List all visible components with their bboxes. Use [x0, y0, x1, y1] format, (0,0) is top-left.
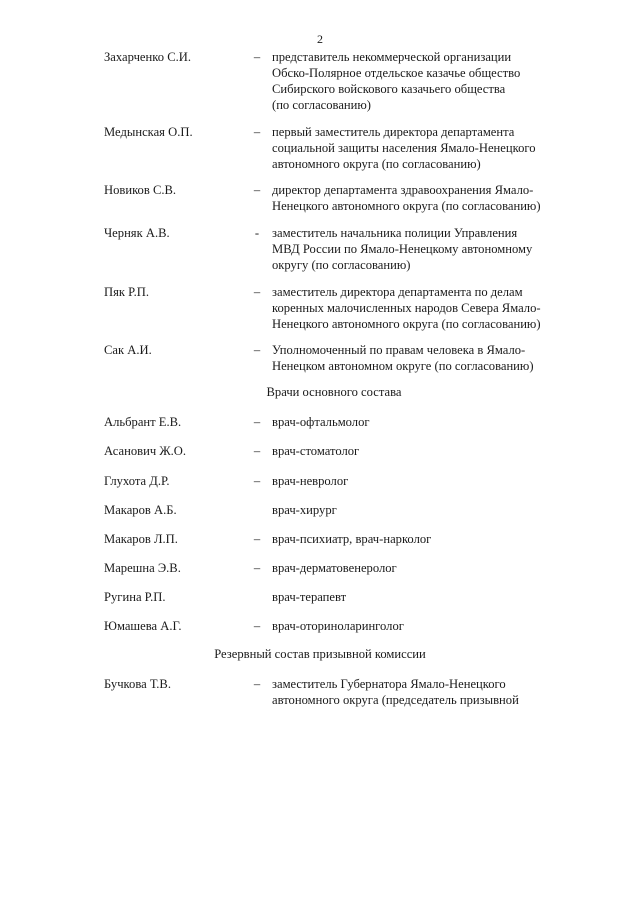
position-line: (по согласованию)	[272, 98, 372, 112]
doctor-specialty: врач-оториноларинголог	[272, 619, 404, 633]
member-name: Пяк Р.П.	[104, 285, 149, 299]
doctor-name: Асанович Ж.О.	[104, 444, 186, 458]
position-line: представитель некоммерческой организации	[272, 50, 512, 64]
position-line: Ненецком автономном округе (по согласованию)	[272, 359, 534, 373]
doctor-name: Альбрант Е.В.	[104, 415, 182, 429]
member-dash: –	[253, 125, 261, 139]
position-line: первый заместитель директора департамента	[272, 125, 515, 139]
member-dash: –	[253, 343, 261, 357]
position-line: заместитель Губернатора Ямало-Ненецкого	[272, 677, 506, 691]
position-line: директор департамента здравоохранения Ямало-	[272, 183, 534, 197]
doctor-dash: –	[253, 444, 261, 458]
position-line: МВД России по Ямало-Ненецкому автономному	[272, 242, 533, 256]
member-dash: –	[253, 285, 261, 299]
position-line: заместитель директора департамента по делам	[272, 285, 523, 299]
doctor-specialty: врач-невролог	[272, 474, 349, 488]
section-heading-doctors: Врачи основного состава	[266, 385, 402, 399]
doctor-specialty: врач-терапевт	[272, 590, 347, 604]
member-dash: –	[253, 677, 261, 691]
doctor-dash: –	[253, 532, 261, 546]
member-name: Медынская О.П.	[104, 125, 193, 139]
position-line: автономного округа (председатель призывной	[272, 693, 519, 707]
member-position	[272, 284, 602, 332]
doctor-name: Макаров А.Б.	[104, 503, 177, 517]
member-position	[272, 49, 602, 113]
doctor-name: Марешна Э.В.	[104, 561, 181, 575]
member-dash: –	[253, 183, 261, 197]
position-line: округу (по согласованию)	[272, 258, 411, 272]
member-name: Сак А.И.	[104, 343, 152, 357]
member-position	[272, 342, 602, 374]
doctor-dash: –	[253, 415, 261, 429]
doctor-dash: –	[253, 561, 261, 575]
doctor-specialty: врач-офтальмолог	[272, 415, 370, 429]
position-line: Ненецкого автономного округа (по согласованию)	[272, 317, 541, 331]
doctor-specialty: врач-хирург	[272, 503, 337, 517]
position-line: Обско-Полярное отдельское казачье общество	[272, 66, 521, 80]
doctor-name: Глухота Д.Р.	[104, 474, 170, 488]
page-number: 2	[317, 32, 323, 46]
position-line: Уполномоченный по правам человека в Ямало-	[272, 343, 526, 357]
position-line: автономного округа (по согласованию)	[272, 157, 481, 171]
position-line: коренных малочисленных народов Севера Ямало-	[272, 301, 541, 315]
member-position	[272, 225, 602, 273]
position-line: социальной защиты населения Ямало-Ненецкого	[272, 141, 536, 155]
doctor-specialty: врач-стоматолог	[272, 444, 360, 458]
member-dash: -	[254, 226, 260, 240]
member-name: Бучкова Т.В.	[104, 677, 171, 691]
doctor-name: Макаров Л.П.	[104, 532, 178, 546]
position-line: Ненецкого автономного округа (по согласованию)	[272, 199, 541, 213]
member-position	[272, 124, 602, 172]
member-dash: –	[253, 50, 261, 64]
section-heading-reserve: Резервный состав призывной комиссии	[214, 647, 426, 661]
member-position	[272, 182, 602, 214]
doctor-specialty: врач-психиатр, врач-нарколог	[272, 532, 432, 546]
doctor-dash: –	[253, 619, 261, 633]
position-line: Сибирского войскового казачьего общества	[272, 82, 506, 96]
member-name: Новиков С.В.	[104, 183, 177, 197]
position-line: заместитель начальника полиции Управления	[272, 226, 518, 240]
doctor-specialty: врач-дерматовенеролог	[272, 561, 397, 575]
doctor-name: Ругина Р.П.	[104, 590, 166, 604]
member-position	[272, 676, 602, 708]
doctor-dash: –	[253, 474, 261, 488]
doctor-name: Юмашева А.Г.	[104, 619, 182, 633]
member-name: Черняк А.В.	[104, 226, 170, 240]
member-name: Захарченко С.И.	[104, 50, 191, 64]
